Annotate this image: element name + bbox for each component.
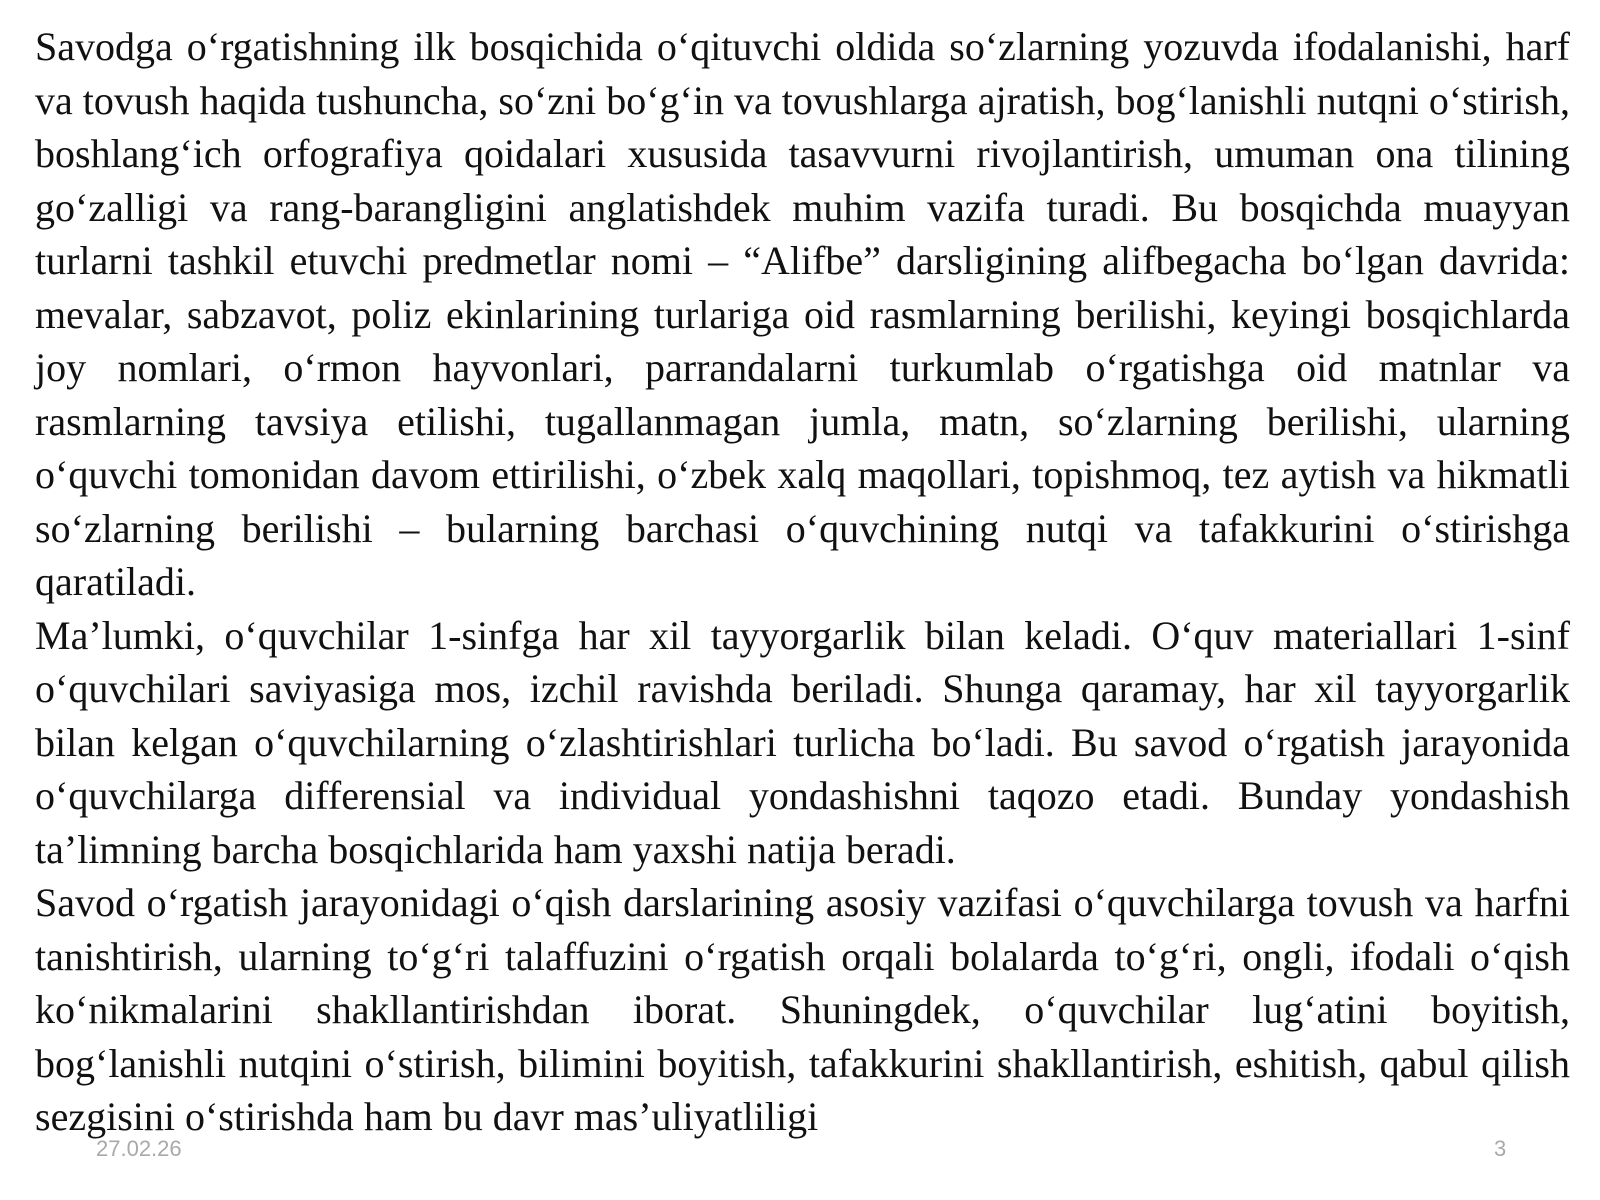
footer-page-number: 3 [1494,1136,1507,1161]
paragraph-3: Savod o‘rgatish jarayonidagi o‘qish darslarining asosiy vazifasi o‘quvchilarga tovush va harfni tanishtirish, ularning to‘g‘ri talaffuzini o‘rgatish orqali bolalarda to‘g‘ri, ongli, ifodali o‘qish ko‘nikmalarini shakllantirishdan iborat. Shuningdek, o‘quvchilar lug‘atini boyitish, bog‘lanishli nutqini o‘stirish, bilimini boyitish, tafakkurini shakllantirish, eshitish, qabul qilish sezgisini o‘stirishda ham bu davr mas’uliyatliligi [35,880,1570,1139]
footer-date: 27.02.26 [96,1136,182,1161]
paragraph-2: Ma’lumki, o‘quvchilar 1-sinfga har xil tayyorgarlik bilan keladi. O‘quv materiallari 1-sinf o‘quvchilari saviyasiga mos, izchil ravishda beriladi. Shunga qaramay, har xil tayyorgarlik bilan kelgan o‘quvchilarning o‘zlashtirishlari turlicha bo‘ladi. Bu savod o‘rgatish jarayonida o‘quvchilarga differensial va individual yondashishni taqozo etadi. Bunday yondashish ta’limning barcha bosqichlarida ham yaxshi natija beradi. [35,612,1570,872]
paragraph-1: Savodga o‘rgatishning ilk bosqichida o‘qituvchi oldida so‘zlarning yozuvda ifodalanishi, harf va tovush haqida tushuncha, so‘zni bo‘g‘in va tovushlarga ajratish, bog‘lanishli nutqni o‘stirish, boshlang‘ich orfografiya qoidalari xususida tasavvurni rivojlantirish, umuman ona tilining go‘zalligi va rang-barangligini anglatishdek muhim vazifa turadi. Bu bosqichda muayyan turlarni tashkil etuvchi predmetlar nomi – “Alifbe” darsligining alifbegacha bo‘lgan davrida: mevalar, sabzavot, poliz ekinlarining turlariga oid rasmlarning berilishi, keyingi bosqichlarda joy nomlari, o‘rmon hayvonlari, parrandalarni turkumlab o‘rgatishga oid matnlar va rasmlarning tavsiya etilishi, tugallanmagan jumla, matn, so‘zlarning berilishi, ularning o‘quvchi tomonidan davom ettirilishi, o‘zbek xalq maqollari, topishmoq, tez aytish va hikmatli so‘zlarning berilishi – bularning barchasi o‘quvchining nutqi va tafakkurini o‘stirishga qaratiladi. [35,24,1570,604]
body-text [35,20,1570,1144]
